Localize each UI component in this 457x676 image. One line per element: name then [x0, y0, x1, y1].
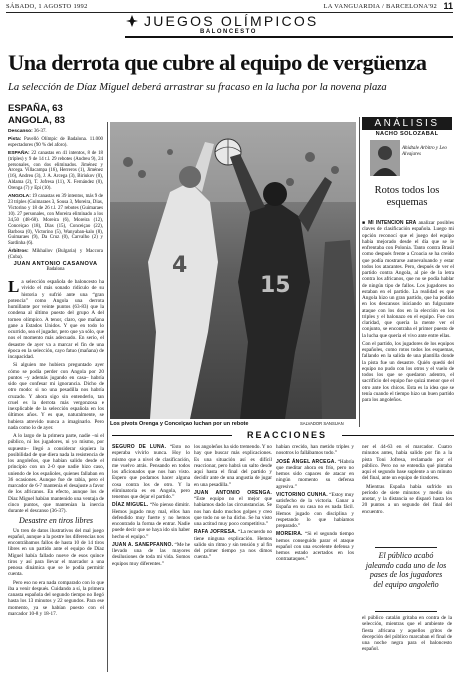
- reaction-text: “La recuerdo no tiene ninguna explicación. Hemos salido sin ritmo y sin tensión y al fin del primer tiempo ya nos dimos cuenta.”: [194, 529, 272, 561]
- pista-label: Pista:: [8, 136, 22, 142]
- dropcap: L: [8, 279, 20, 296]
- article-p5: Pero eso no era nada comparado con lo que iba a venir después. Cuidando a sí, la primera canasta española del segundo tiempo no llegó hasta los 13 minutos y 22 segundos. Para ese momento, ya se habían puesto con el marcador 10-8 y 18-17.: [8, 579, 104, 617]
- byline-city: Badalona: [46, 267, 65, 272]
- angola-label: ANGOLA:: [8, 194, 31, 200]
- continuation-text: ner el 44-63 en el marcador. Cuatro minutos antes, había salido por fin a la pista Toni Jofresa, reclamado por el público. Pero no se entendía qué pintaba aquí el segundo base suplente a un minuto del final, ante un equipo de tiradores.: [362, 444, 452, 482]
- reaction-text: “Me he llevado una de las mayores desilusiones de toda mi vida. Somos equipos muy diferentes.”: [112, 541, 190, 567]
- reaction-name: RAFA JOFRESA.: [194, 529, 237, 536]
- descanso-value: 36-37.: [33, 129, 47, 134]
- masthead-date: SÁBADO, 1 AGOSTO 1992: [6, 3, 88, 10]
- reaction-text: “Habría que meditar ahora en frío, pero no hemos sido capaces de atacar en ningún momento su defensa agresiva.”: [276, 458, 354, 490]
- continuation-text: el público catalán gritaba en contra de la selección, mientras que el ambiente de fiesta africana y aquellos gritos de decepción del público marcaban el final de una noche negra para el baloncesto español.: [362, 615, 452, 653]
- photo-caption: Los pivots Orenga y Conceiçao luchan por un rebote: [110, 421, 249, 427]
- stats-box: [8, 129, 103, 263]
- article-p2: Si alguien me hubiera preguntado ayer cómo se podía perder con Angola por 20 puntos –y además jugando en casa– habría sido que confesar mi ignorancia. Dicho de otro modo: si no una pesadilla nos habría cruzado. Y ahora sigo sin entenderlo, tan cruel es la derrota más vergonzosa e inexplicable de la selección española en los últimos años. Y es que, naturalmente, se hubiera atrevido nunca a imaginarlo. Pero nada como lo de ayer.: [8, 362, 104, 431]
- article-continuation: [362, 444, 452, 548]
- reaction-name: SEGURO DE LUNA.: [112, 444, 167, 450]
- reaction-name: JOSÉ ÁNGEL ARCEGA.: [276, 458, 337, 465]
- espana-label: ESPAÑA:: [8, 150, 30, 156]
- score-angola: ANGOLA, 83: [8, 115, 66, 126]
- reaction-name: JUAN A. SANEPFANNO.: [112, 541, 174, 548]
- article-body: [8, 279, 104, 674]
- reaction-text: habían crecido, han metido triples y nosotros lo fallábamos todo.”: [276, 444, 354, 457]
- reaction-text: “Estoy muy satisfecho de la victoria. Ganar a España en su casa no es nada fácil. Hemos jugado con disciplina y respetando lo que habíamos preparado.”: [276, 491, 354, 529]
- basketball-players-image: [110, 122, 356, 419]
- pista-value: Pavelló Olímpic de Badalona. 11.000 espectadores (90 % del aforo).: [8, 136, 103, 148]
- byline-name: JUAN ANTONIO CASANOVA: [13, 261, 98, 267]
- espana-stats: 22 canastas en 41 intentos, 8 de 18 (triples) y 9 de 14 t.l. 29 rebotes (Andreu 9), 24 personales, con dos eliminados. Jiménez y Arcega. Villacampa (16), Herreros (1), Jiménez (16), Andreu (3), J. A. Arcega (3), Biriukov (0), Aldama (2), T. Jofresa (11), X. Fernández (0), Orenga (7) y Epi (10).: [8, 150, 103, 192]
- score-spain: ESPAÑA, 63: [8, 103, 63, 114]
- analysis-body: ■ MI INTENCIÓN ERA analizar posibles claves de clasificación española. Luego mi opción reconocí que el juego del equipo había mejorado desde el día que se le enfrentaba con Polonia. Tanto contra Brasil como después frente a Croacia se ha creído que podía mostrarse autoevaluando y estar todos los atacantes. Pero, después de ver el partido contra Angola, al pie de la letra contra los africanos, que no se podía hablar de ningún tipo de fallos. Los jugadores no estaban en el partido. La realidad es que Angola hizo un gran partido, que ha podido en los descansos iniciando un fulgurante ataque con los dos en la elección en los triples y el balonazo en el equipo. Fue con claridad, que quería la mente ver el conjunto, se encontraba el primer puesto de la lucha que quería el vivo ante entre ellas. Con el partido, los jugadores de los equipos españoles, como rotos todos los esquemas, fallando en la salida de una plantilla donde la pista fue un desastre. Quién quedó del equipo no pudo con los otros y el vuelo de todos los que se quedaron adentro, el sacrificio del equipo fue quizá menor que el otro ante los chicos. Esta es la idea que se tenía cuando el tiempo hizo un buen partido para los angoleños.: [362, 220, 454, 403]
- author-portrait: [370, 140, 400, 176]
- headline: Una derrota que cubre al equipo de vergüenza: [8, 50, 427, 75]
- column-rule: [107, 122, 108, 672]
- reaction-text: “No pienso dimitir. Hemos jugado muy mal, ellos han defendido muy fuerte y no hemos encontrado la forma de entrar. Nadie puede decir que se haya ido sin haber hecho el equipo.”: [112, 502, 190, 540]
- section-rule: [125, 36, 453, 38]
- reaction-text: “Este equipo no el mejor que habíamos dado las circunstancias. Se nos han dado muchos golpes y creo que todo no se ha dicho. Se ha visto una actitud muy poco competitiva.”: [194, 496, 272, 527]
- analysis-text-2: Con el partido, los jugadores de los equipos españoles, como rotos todos los esquemas, fallando en la salida de una plantilla donde la pista fue un desastre. Quién quedó del equipo no pudo con los otros y el vuelo de todos los que se quedaron adentro, el sacrificio del equipo fue quizá menor que el otro ante los chicos. Esta es la idea que se tenía cuando el tiempo hizo un buen partido para los angoleños.: [362, 340, 454, 403]
- reactions-col-3: [276, 444, 354, 674]
- reactions-header: REACCIONES: [232, 430, 342, 440]
- analysis-title: Rotos todos los esquemas: [374, 185, 440, 208]
- photo-credit: SALVADOR SANSUAN: [300, 421, 344, 426]
- reactions-col-2: [194, 444, 272, 674]
- reaction-text: “Esto no esperaba vivirlo nunca. Hoy lo mismo que a nivel de clasificación, me vuelvo atrás. Pensando en todos los aficionados que nos han visto. Espero que podamos hacer alguna cosa contra los de otro. Y la eliminatoria es en Angola, pero tenemos que dejar el partido.”: [112, 444, 190, 500]
- analysis-author-sub: Ahidtale Arbitro y Leo Alvajares: [402, 146, 447, 157]
- arbitros-label: Árbitros:: [8, 249, 29, 255]
- deck: La selección de Díaz Miguel deberá arrastrar su fracaso en la lucha por la novena plaza: [8, 82, 387, 93]
- page-number: 11: [443, 1, 453, 11]
- section-title: JUEGOS OLÍMPICOS: [144, 13, 319, 29]
- reactions-col-1: [112, 444, 190, 674]
- angola-stats: 19 canastas en 39 intentos, más 9 de 23 triples (Guimaraes 3, Sousa 3, Moreira, Dias, Victorino y 18 de 26 t.l. 27 rebotes (Guimaraes 10). 27 personales, con Moreira eliminado a los 34,50 (48-68). Moreira (6), Moreira (12), Conceiçao (18), Dias (15), Conceiçao (22), Barbosa (0), Victorino (5), Wanyaban-kalo (8), Guimaraes (9), Da Cruz (0), Carvalho (2) y Sardinha (6).: [8, 194, 103, 247]
- quote-rule-bottom: [375, 611, 437, 612]
- article-p4: Un tren de datos ilustrativos del mal juego español, aunque a la postre los diferencias nos encontrábamos fallos de hasta 10 de 14 tiros libres en un partido ante el equipo de Díaz Miguel había fallado nueve de esos quince tiros y así para llevar el marcador a una penosa dinámica que se le podía permitir cuenta.: [8, 527, 104, 578]
- reaction-name: VICTORINO CUNHA.: [276, 491, 328, 498]
- svg-text:4: 4: [172, 253, 188, 278]
- sidebar-rule: [359, 117, 360, 427]
- portrait-image: [370, 140, 400, 176]
- reaction-name: JUAN ANTONIO ORENGA.: [194, 489, 272, 496]
- quote-rule-top: [375, 547, 437, 548]
- olympic-logo-icon: [125, 14, 139, 28]
- reaction-text: los angoleños ha sido tremendo. Y no hay que buscar más explicaciones. Es una situación así es difícil reaccionar, pero habrá un salto desde aquí hasta el final del partido y decidir ante de una angustia de jugar en una pesadilla.”: [194, 444, 272, 488]
- article-p3: A lo largo de la primera parte, nadie –ni el público, ni los jugadores, ni yo mismo, por supuesto– llegó a considerar siquiera la posibilidad de que diera nada la resistencia de los angoleños, que habían salido desde el principio con un 2-0 que nadie hizo caso, uniendo de los españoles, quienes fallaban en 36 ocasiones. Aunque fue de rabia, pero el marcador de 6-7 mantenía el desajuste a favor de los africanos. En efecto, aunque los de Díaz Miguel habían mantenido una ventaja de cinco puntos, que mantenían la inercia durante el descanso (36-37).: [8, 433, 104, 514]
- article-p1: a selección española de baloncesto ha vivido el más sonado ridículo de su historia y sufrió ante una “gran potencia” como Angola una derrota humillante por veinte puntos (63-83) que la condena al último puesto del grupo A del torneo olímpico. A tenor, claro, que mañana gane a Estados Unidos. Y que en todo lo ocurrido, sea el jugador, pero que ya sólo, que nos el momento más adecuado. En serio, el desastre de ayer va a marcar el fin de una época en la selección, cayo fatuo (mañana) de incapacidad.: [8, 279, 104, 360]
- analysis-lead: MI INTENCIÓN ERA: [368, 220, 417, 226]
- article-subhead: Desastre en tiros libres: [19, 516, 93, 526]
- analysis-text: analizar posibles claves de clasificación española. Luego mi opción reconocí que el juego del equipo había mejorado desde el día que se le enfrentaba con Polonia. Tanto contra Brasil como después frente a Croacia se ha creído que podía mostrarse autoevaluando y estar todos los atacantes. Pero, después de ver el partido contra Angola, al pie de la letra contra los africanos, que no se podía hablar de ningún tipo de fallos. Los jugadores no estaban en el partido. La realidad es que Angola hizo un gran partido, que ha podido en los descansos iniciando un fulgurante ataque con los dos en la elección en los triples y el balonazo en el equipo. Fue con claridad, que quería la mente ver el conjunto, se encontraba el primer puesto de la lucha que quería el vivo ante entre ellas.: [362, 220, 454, 339]
- game-photo: [110, 122, 356, 419]
- reaction-name: MOREIRA.: [276, 531, 303, 538]
- analysis-author: NACHO SOLOZABAL: [375, 131, 439, 137]
- section-subtitle: BALONCESTO: [200, 29, 257, 35]
- reaction-name: DÍAZ MIGUEL.: [112, 502, 149, 509]
- byline: [8, 261, 103, 272]
- pull-quote: El público acabó jaleando cada uno de los pases de los jugadores del equipo angoleño: [365, 551, 447, 589]
- descanso-label: Descanso:: [8, 129, 33, 134]
- svg-text:15: 15: [260, 273, 291, 298]
- reaction-text: “Si el segundo tiempo hemos conseguido parar el ataque español con una excelente defensa y hemos estado acertados en los contraataques.”: [276, 531, 354, 563]
- masthead-paper: LA VANGUARDIA / BARCELONA'92: [323, 3, 437, 10]
- continuation-text: Mientras España había sufrido un período de siete minutos y medio sin anotar, y la distancia se disparó hasta los 20 puntos a un segundo del final del encuentro.: [362, 483, 452, 515]
- analysis-header: ANÁLISIS: [362, 117, 452, 130]
- article-continuation-2: [362, 615, 452, 673]
- arbitros-value: Mikhailov (Bulgaria) y Maccora (Cuba).: [8, 249, 103, 261]
